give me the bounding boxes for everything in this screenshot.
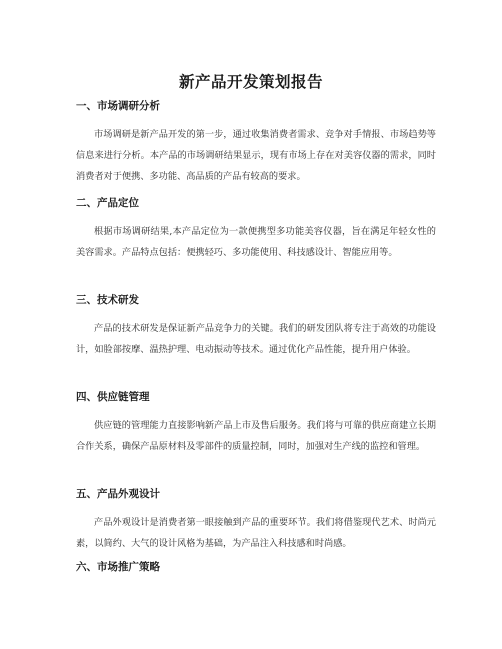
section-tech-rnd [76,292,436,360]
section-heading: 五、产品外观设计 [76,488,160,500]
section-product-positioning [76,195,436,263]
section-paragraph: 产品的技术研发是保证新产品竞争力的关键。我们的研发团队将专注于高效的功能设计，如脸部按摩、温热护理、电动振动等技术。通过优化产品性能，提升用户体验。 [76,323,436,355]
section-paragraph: 产品外观设计是消费者第一眼接触到产品的重要环节。我们将借鉴现代艺术、时尚元素，以简约、大气的设计风格为基础，为产品注入科技感和时尚感。 [76,517,436,549]
section-appearance-design [76,486,436,554]
section-heading: 二、产品定位 [76,197,139,209]
section-heading: 六、市场推广策略 [76,561,160,573]
section-supply-chain [76,389,436,457]
section-paragraph: 供应链的管理能力直接影响新产品上市及售后服务。我们将与可靠的供应商建立长期合作关系，确保产品原材料及零部件的质量控制，同时，加强对生产线的监控和管理。 [76,420,436,452]
section-heading: 三、技术研发 [76,294,139,306]
section-paragraph: 根据市场调研结果,本产品定位为一款便携型多功能美容仪器，旨在满足年轻女性的美容需求。产品特点包括：便携轻巧、多功能使用、科技感设计、智能应用等。 [76,226,436,258]
section-market-research [76,98,436,187]
section-paragraph: 市场调研是新产品开发的第一步，通过收集消费者需求、竞争对手情报、市场趋势等信息来进行分析。本产品的市场调研结果显示，现有市场上存在对美容仪器的需求，同时消费者对于便携、多功能、高品质的产品有较高的要求。 [76,129,436,182]
section-heading: 四、供应链管理 [76,391,150,403]
section-marketing-strategy [76,559,436,575]
document-title: 新产品开发策划报告 [178,73,323,92]
section-heading: 一、市场调研分析 [76,100,160,112]
